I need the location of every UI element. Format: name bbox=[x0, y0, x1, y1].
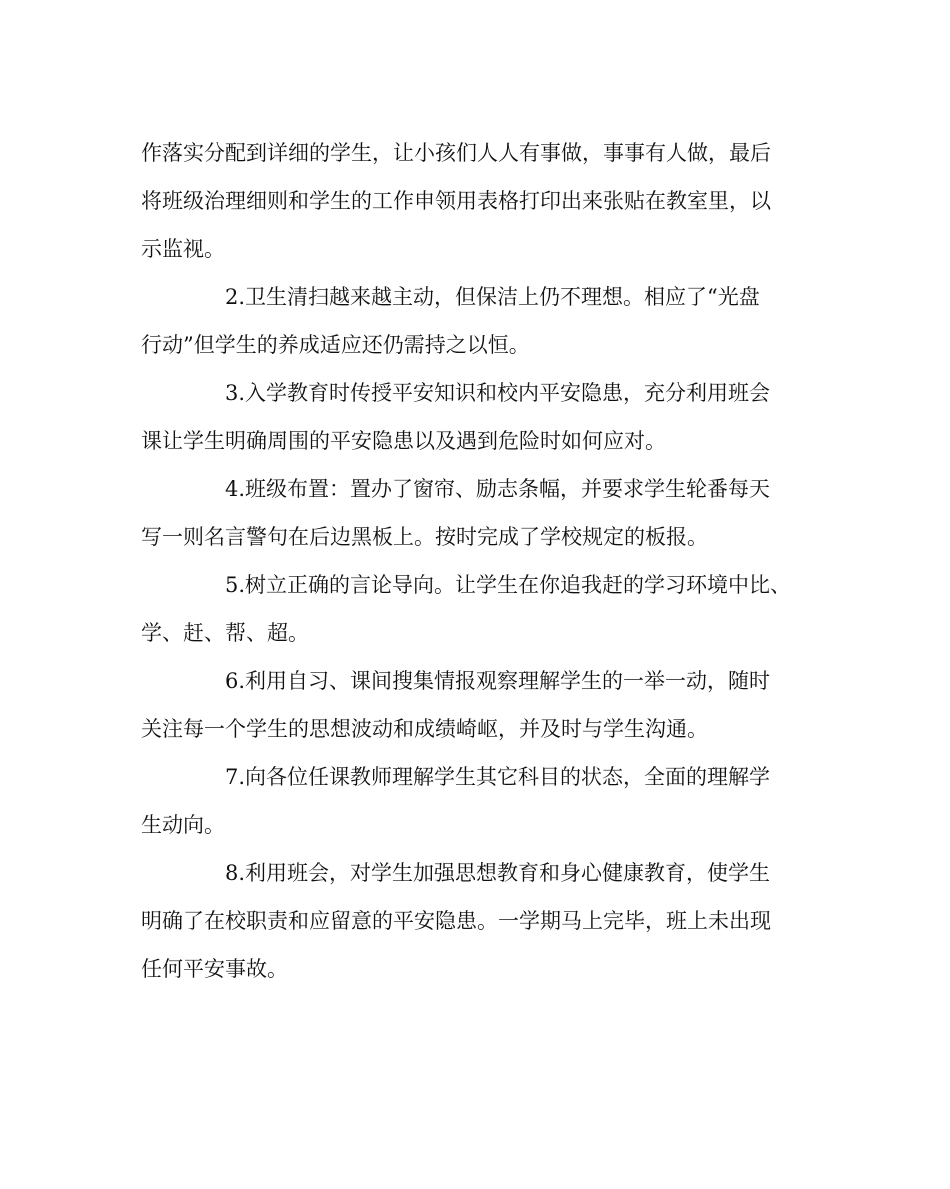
paragraph-item-8 bbox=[141, 849, 821, 993]
text-line: 5.树立正确的言论导向。让学生在你追我赶的学习环境中比、 bbox=[225, 573, 792, 597]
text-line: 关注每一个学生的思想波动和成绩崎岖，并及时与学生沟通。 bbox=[141, 717, 708, 741]
text-line: 生动向。 bbox=[141, 813, 225, 837]
paragraph-continuation bbox=[141, 129, 821, 273]
paragraph-item-2 bbox=[141, 273, 821, 369]
text-line: 7.向各位任课教师理解学生其它科目的状态，全面的理解学 bbox=[225, 765, 771, 789]
text-line: 2.卫生清扫越来越主动，但保洁上仍不理想。相应了“光盘 bbox=[225, 285, 760, 309]
text-line: 示监视。 bbox=[141, 237, 225, 261]
paragraph-item-3 bbox=[141, 369, 821, 465]
text-line: 行动”但学生的养成适应还仍需持之以恒。 bbox=[141, 333, 530, 357]
document-body bbox=[141, 129, 821, 993]
text-line: 3.入学教育时传授平安知识和校内平安隐患，充分利用班会 bbox=[225, 381, 771, 405]
paragraph-item-4 bbox=[141, 465, 821, 561]
paragraph-item-6 bbox=[141, 657, 821, 753]
text-line: 8.利用班会，对学生加强思想教育和身心健康教育，使学生 bbox=[225, 861, 771, 885]
text-line: 4.班级布置：置办了窗帘、励志条幅，并要求学生轮番每天 bbox=[225, 477, 771, 501]
paragraph-item-5 bbox=[141, 561, 821, 657]
text-line: 明确了在校职责和应留意的平安隐患。一学期马上完毕，班上未出现 bbox=[141, 909, 771, 933]
text-line: 将班级治理细则和学生的工作申领用表格打印出来张贴在教室里，以 bbox=[141, 189, 771, 213]
text-line: 6.利用自习、课间搜集情报观察理解学生的一举一动，随时 bbox=[225, 669, 771, 693]
text-line: 写一则名言警句在后边黑板上。按时完成了学校规定的板报。 bbox=[141, 525, 708, 549]
text-line: 作落实分配到详细的学生，让小孩们人人有事做，事事有人做，最后 bbox=[141, 141, 771, 165]
paragraph-item-7 bbox=[141, 753, 821, 849]
text-line: 任何平安事故。 bbox=[141, 957, 288, 981]
text-line: 学、赶、帮、超。 bbox=[141, 621, 309, 645]
text-line: 课让学生明确周围的平安隐患以及遇到危险时如何应对。 bbox=[141, 429, 666, 453]
